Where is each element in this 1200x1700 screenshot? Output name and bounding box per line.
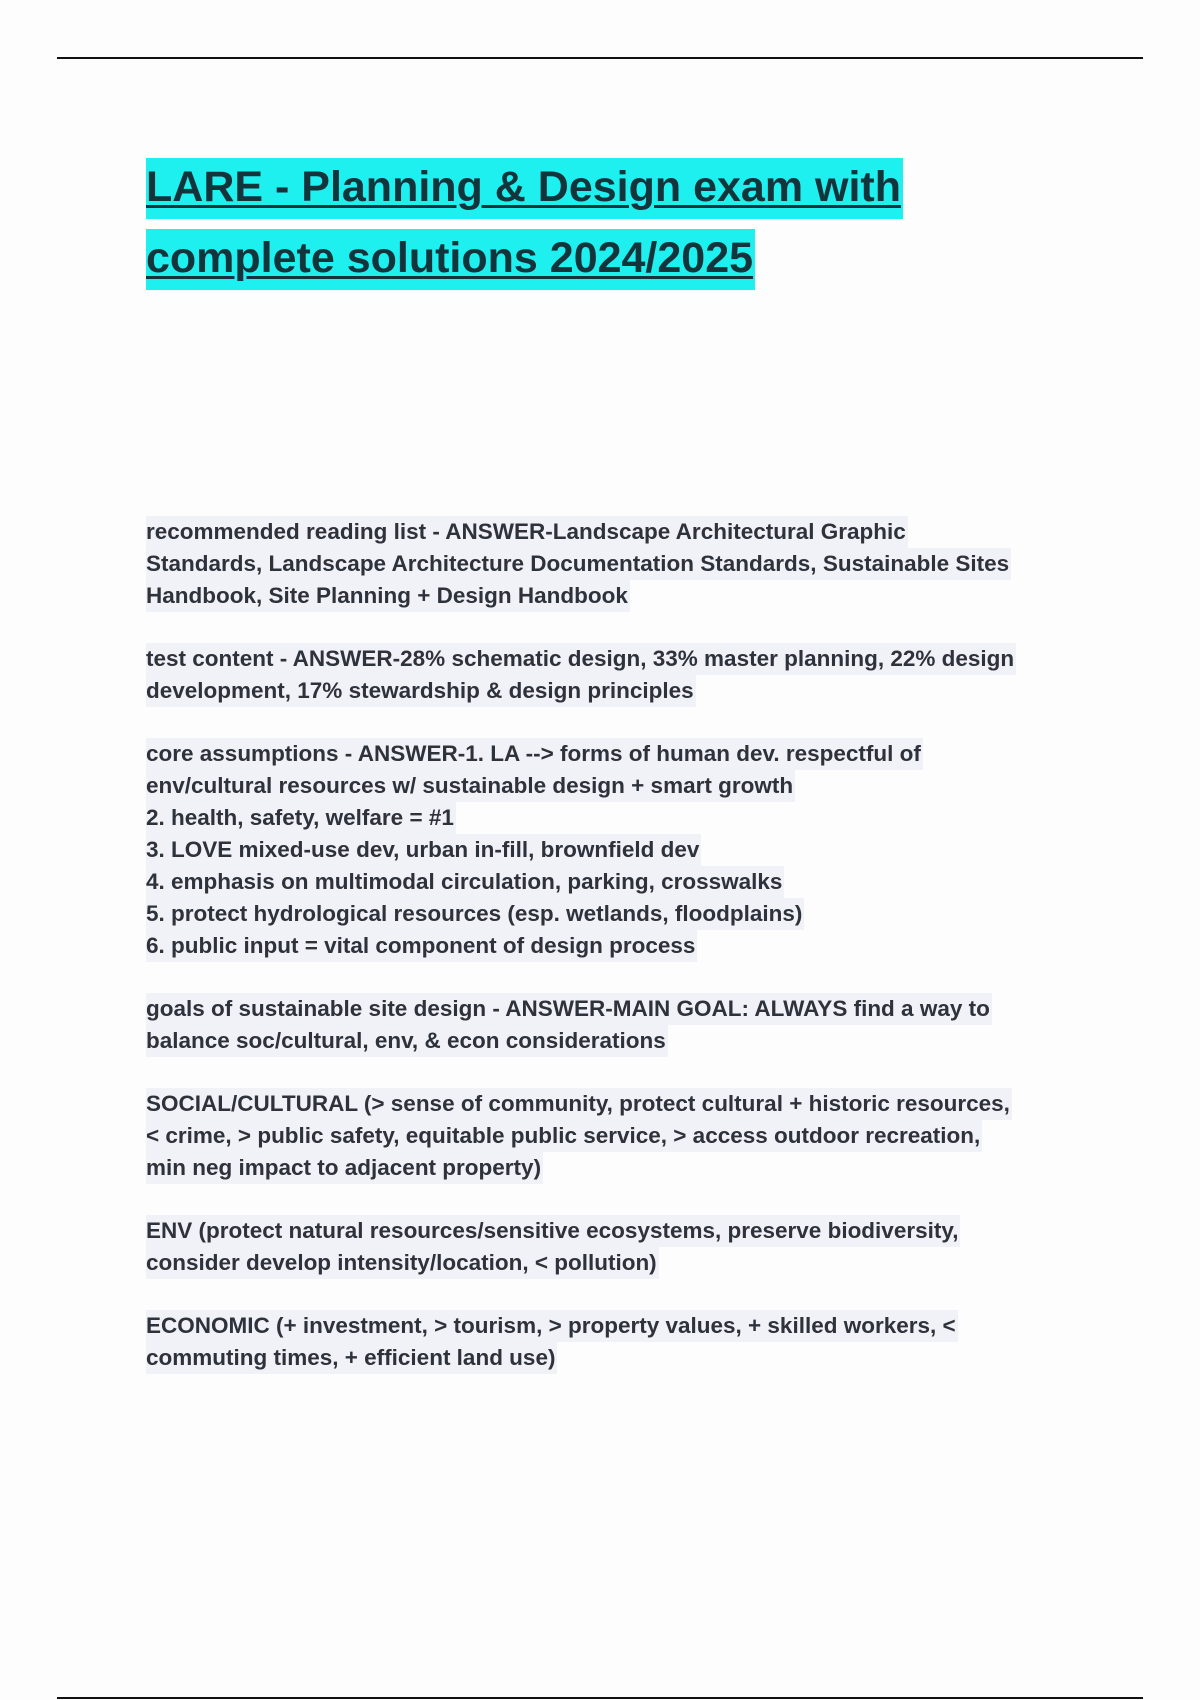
document-title bbox=[146, 158, 1026, 290]
document-body bbox=[146, 516, 1081, 1405]
text-line: goals of sustainable site design - ANSWER-MAIN GOAL: ALWAYS find a way to bbox=[146, 993, 992, 1025]
text-line: Handbook, Site Planning + Design Handbook bbox=[146, 580, 630, 612]
title-line-1: LARE - Planning & Design exam with bbox=[146, 158, 903, 219]
text-line: < crime, > public safety, equitable public service, > access outdoor recreation, bbox=[146, 1120, 982, 1152]
text-line: ENV (protect natural resources/sensitive ecosystems, preserve biodiversity, bbox=[146, 1215, 960, 1247]
header-rule bbox=[57, 57, 1143, 59]
text-line: 3. LOVE mixed-use dev, urban in-fill, brownfield dev bbox=[146, 834, 701, 866]
text-line: ECONOMIC (+ investment, > tourism, > property values, + skilled workers, < bbox=[146, 1310, 958, 1342]
text-line: test content - ANSWER-28% schematic design, 33% master planning, 22% design bbox=[146, 643, 1016, 675]
text-line: balance soc/cultural, env, & econ considerations bbox=[146, 1025, 668, 1057]
text-line: env/cultural resources w/ sustainable design + smart growth bbox=[146, 770, 795, 802]
entry-reading-list bbox=[146, 516, 1081, 612]
footer-rule bbox=[57, 1697, 1143, 1699]
title-line-2: complete solutions 2024/2025 bbox=[146, 229, 755, 290]
text-line: 5. protect hydrological resources (esp. wetlands, floodplains) bbox=[146, 898, 804, 930]
entry-core-assumptions bbox=[146, 738, 1081, 962]
entry-social-cultural bbox=[146, 1088, 1081, 1184]
entry-sustainable-goals bbox=[146, 993, 1081, 1057]
text-line: 2. health, safety, welfare = #1 bbox=[146, 802, 456, 834]
text-line: Standards, Landscape Architecture Documentation Standards, Sustainable Sites bbox=[146, 548, 1011, 580]
entry-env bbox=[146, 1215, 1081, 1279]
text-line: SOCIAL/CULTURAL (> sense of community, protect cultural + historic resources, bbox=[146, 1088, 1012, 1120]
text-line: commuting times, + efficient land use) bbox=[146, 1342, 557, 1374]
entry-test-content bbox=[146, 643, 1081, 707]
text-line: min neg impact to adjacent property) bbox=[146, 1152, 543, 1184]
text-line: consider develop intensity/location, < pollution) bbox=[146, 1247, 659, 1279]
text-line: recommended reading list - ANSWER-Landscape Architectural Graphic bbox=[146, 516, 908, 548]
text-line: core assumptions - ANSWER-1. LA --> forms of human dev. respectful of bbox=[146, 738, 923, 770]
entry-economic bbox=[146, 1310, 1081, 1374]
text-line: development, 17% stewardship & design principles bbox=[146, 675, 696, 707]
text-line: 6. public input = vital component of design process bbox=[146, 930, 697, 962]
text-line: 4. emphasis on multimodal circulation, parking, crosswalks bbox=[146, 866, 784, 898]
